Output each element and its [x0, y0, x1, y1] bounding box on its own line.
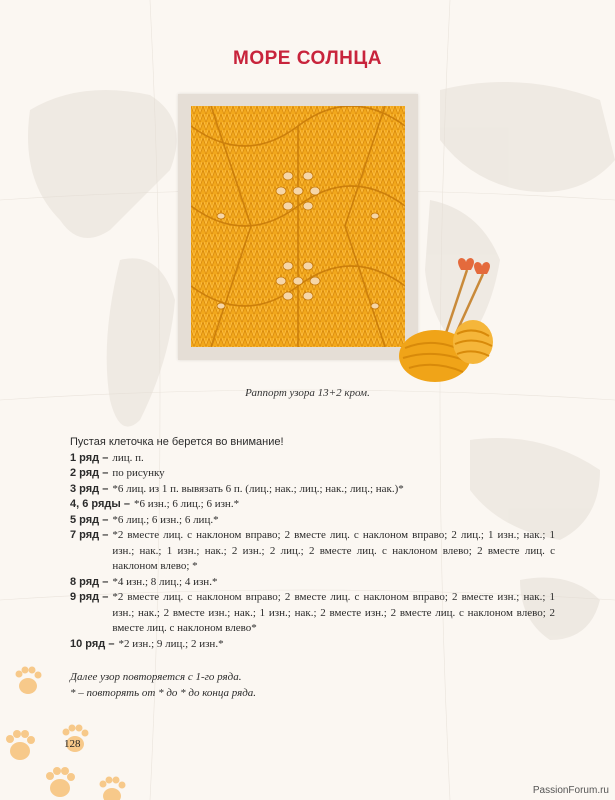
row-text: *2 вместе лиц. с наклоном вправо; 2 вместе лиц. с наклоном вправо; 2 вместе изн.; нак.; 1 изн.; нак.; 2 вместе изн.; нак.; 1 изн.; нак.; 2 вместе изн.; 2 вместе лиц. с наклоном влево; 2 вместе лиц. с наклоном влево* [112, 591, 555, 634]
page-number: 128 [64, 738, 81, 750]
row-label: 8 ряд – [70, 575, 109, 588]
row-instruction [70, 528, 555, 575]
row-instruction [70, 497, 555, 513]
row-label: 7 ряд – [70, 529, 109, 541]
row-label: 4, 6 ряды – [70, 498, 130, 510]
row-instruction [70, 637, 555, 653]
row-text: *6 лиц.; 6 изн.; 6 лиц.* [112, 513, 219, 526]
row-text: по рисунку [112, 467, 165, 479]
row-instruction [70, 466, 555, 482]
row-label: 3 ряд – [70, 482, 109, 495]
row-instruction [70, 451, 555, 467]
row-text: *6 изн.; 6 лиц.; 6 изн.* [133, 498, 240, 510]
yarn-ball-needles-icon [395, 256, 505, 388]
row-text: *2 изн.; 9 лиц.; 2 изн.* [118, 637, 224, 650]
pattern-footer-notes [70, 670, 555, 701]
paw-prints-decoration-icon [0, 650, 140, 800]
row-label: 1 ряд – [70, 451, 109, 464]
pattern-caption: Раппорт узора 13+2 кром. [245, 387, 370, 399]
row-text: *2 вместе лиц. с наклоном вправо; 2 вместе лиц. с наклоном вправо; 2 лиц.; 1 изн.; нак.; 1 изн.; нак.; 1 изн.; нак.; 2 изн.; 2 лиц.; 2 вместе лиц. с наклоном влево; 2 вместе лиц. с наклоном влево; * [112, 529, 555, 572]
row-instruction [70, 513, 555, 529]
row-text: лиц. п. [112, 451, 144, 464]
row-instruction [70, 482, 555, 498]
row-text: *4 изн.; 8 лиц.; 4 изн.* [112, 575, 218, 588]
row-text: *6 лиц. из 1 п. вывязать 6 п. (лиц.; нак.; лиц.; нак.; лиц.; нак.)* [112, 482, 404, 495]
knitting-instructions [70, 435, 555, 652]
row-label: 5 ряд – [70, 513, 109, 526]
row-label: 2 ряд – [70, 467, 109, 479]
knitting-pattern-photo [191, 106, 405, 347]
pattern-photo-frame [178, 94, 418, 360]
page-title: МОРЕ СОЛНЦА [233, 48, 382, 69]
intro-note: Пустая клеточка не берется во внимание! [70, 436, 284, 448]
repeat-note: Далее узор повторяется с 1-го ряда. [70, 671, 242, 683]
row-label: 10 ряд – [70, 637, 115, 650]
site-watermark: PassionForum.ru [532, 785, 609, 796]
asterisk-note: * – повторять от * до * до конца ряда. [70, 686, 257, 699]
row-instruction [70, 590, 555, 637]
row-instruction [70, 575, 555, 591]
row-label: 9 ряд – [70, 591, 109, 603]
